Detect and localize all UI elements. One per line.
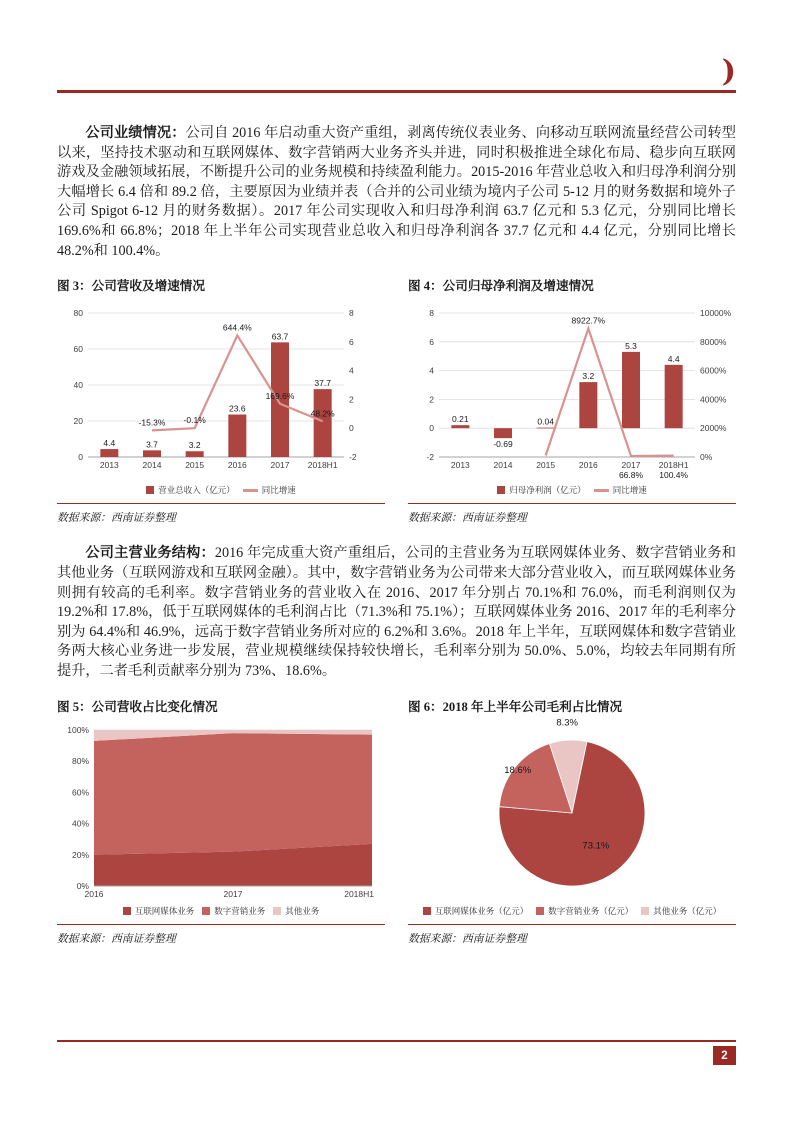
paragraph-body: 2016 年完成重大资产重组后，公司的主营业务为互联网媒体业务、数字营销业务和其他业务（互联网游戏和互联网金融）。其中，数字营销业务为公司带来大部分营业收入，而互联网媒体业务则拥有较高的毛利率。数字营销业务的营业收入在 2016、2017 年分别占 70.1%和 76.0%，而毛利润则仅为 19.2%和 17.8%，低于互联网媒体的毛利润占比（71.3%和 75.1%）；互联网媒体业务 2016、2017 年的毛利率分别为 64.4%和 46.9%，远高于数字营销业务所对应的 6.2%和 3.6%。2018 年上半年，互联网媒体和数字营销业务两大核心业务进一步发展，营业规模继续保持较快增长，毛利率分别为 50.0%、5.0%，均较去年同期有所提升，二者毛利贡献率分别为 73%、18.6%。 xyxy=(57,545,736,679)
legend-label: 营业总收入（亿元） xyxy=(158,485,235,496)
chart-label: -2 xyxy=(426,452,434,463)
area-band xyxy=(94,733,372,855)
combo-chart-canvas xyxy=(409,297,735,483)
data-source-note: 数据来源：西南证券整理 xyxy=(408,512,527,525)
legend-box-swatch-icon xyxy=(273,907,281,915)
legend-label: 其他业务 xyxy=(285,905,320,916)
legend-line-swatch-icon xyxy=(243,489,258,491)
growth-trend-line xyxy=(546,329,674,457)
figure-5 xyxy=(57,696,385,947)
chart-label: 0 xyxy=(349,423,354,434)
figure-4-source xyxy=(408,503,736,526)
chart-label: 60% xyxy=(71,787,89,798)
figure-6 xyxy=(408,696,736,947)
chart-label: 4 xyxy=(349,365,354,376)
legend-item xyxy=(641,905,721,917)
legend-item xyxy=(202,905,265,917)
chart-label: -0.1% xyxy=(183,415,206,426)
legend-box-swatch-icon xyxy=(497,486,505,494)
chart-label: 40% xyxy=(71,818,89,829)
paragraph-lead: 公司主营业务结构： xyxy=(85,545,215,562)
bar xyxy=(451,426,469,429)
company-performance-paragraph xyxy=(57,124,736,261)
data-source-note: 数据来源：西南证券整理 xyxy=(57,512,176,525)
bar xyxy=(622,352,640,428)
chart-label: 0% xyxy=(700,452,713,463)
chart-label: 80% xyxy=(71,755,89,766)
chart-label: 6 xyxy=(429,337,434,348)
bar xyxy=(537,428,555,429)
chart-label: 0.21 xyxy=(452,414,469,425)
chart-label: 6 xyxy=(349,337,354,348)
chart-label: 5.3 xyxy=(625,341,637,352)
business-structure-paragraph xyxy=(57,544,736,681)
legend-item xyxy=(243,484,296,496)
chart-label: 18.6% xyxy=(504,764,532,776)
bar xyxy=(314,389,332,457)
chart-label: 2015 xyxy=(536,460,556,471)
figure-6-source xyxy=(408,924,736,947)
legend-box-swatch-icon xyxy=(146,486,154,494)
figure-4 xyxy=(408,275,736,526)
bar xyxy=(228,415,246,457)
legend-box-swatch-icon xyxy=(123,907,131,915)
chart-label: 4.4 xyxy=(667,354,680,365)
chart-label: 4 xyxy=(429,365,434,376)
page-number: 2 xyxy=(713,1046,736,1065)
figure-5-legend xyxy=(57,905,385,917)
figure-3-legend xyxy=(57,484,385,496)
figure-4-chart xyxy=(408,297,736,483)
chart-label: -15.3% xyxy=(138,417,166,428)
chart-label: 2016 xyxy=(84,888,104,899)
area-chart-canvas xyxy=(58,718,384,904)
chart-label: 2 xyxy=(349,394,354,405)
figure-6-chart xyxy=(408,718,736,904)
legend-box-swatch-icon xyxy=(536,907,544,915)
figures-row-2 xyxy=(57,696,736,947)
data-source-note: 数据来源：西南证券整理 xyxy=(57,932,176,945)
chart-label: 63.7 xyxy=(271,331,289,342)
chart-label: 8 xyxy=(429,308,434,319)
figure-4-legend xyxy=(408,484,736,496)
chart-label: 2014 xyxy=(493,460,513,471)
legend-item xyxy=(594,484,647,496)
chart-label: 6000% xyxy=(700,365,727,376)
chart-label: 48.2% xyxy=(310,408,335,419)
chart-label: 100% xyxy=(67,724,89,735)
combo-chart-canvas xyxy=(58,297,384,483)
legend-box-swatch-icon xyxy=(202,907,210,915)
legend-box-swatch-icon xyxy=(641,907,649,915)
chart-label: 100.4% xyxy=(659,470,689,481)
brand-logo-icon: ) xyxy=(721,54,736,89)
legend-label: 数字营销业务（亿元） xyxy=(548,905,634,916)
chart-label: 40 xyxy=(73,380,83,391)
chart-label: 23.6 xyxy=(229,403,246,414)
chart-label: 644.4% xyxy=(222,322,252,333)
figure-3 xyxy=(57,275,385,526)
chart-label: 2018H1 xyxy=(344,888,374,899)
paragraph-lead: 公司业绩情况： xyxy=(85,125,186,141)
legend-item xyxy=(146,484,235,496)
chart-label: 0.04 xyxy=(537,416,554,427)
legend-item xyxy=(497,484,586,496)
figure-6-legend xyxy=(408,905,736,917)
chart-label: 2 xyxy=(429,394,434,405)
legend-label: 同比增速 xyxy=(612,485,647,496)
chart-label: 169.6% xyxy=(265,391,295,402)
legend-item xyxy=(123,905,195,917)
chart-label: 0% xyxy=(76,880,89,891)
chart-label: 8922.7% xyxy=(571,315,606,326)
chart-label: 2016 xyxy=(227,460,247,471)
legend-label: 其他业务（亿元） xyxy=(653,905,722,916)
chart-label: 0 xyxy=(429,423,434,434)
chart-label: 10000% xyxy=(700,308,732,319)
chart-label: 20 xyxy=(73,416,83,427)
legend-box-swatch-icon xyxy=(423,907,431,915)
chart-label: 2014 xyxy=(142,460,162,471)
chart-label: 80 xyxy=(73,308,83,319)
figure-3-chart xyxy=(57,297,385,483)
chart-label: 4.4 xyxy=(103,438,116,449)
legend-label: 数字营销业务 xyxy=(214,905,266,916)
chart-label: 3.7 xyxy=(146,439,158,450)
chart-label: 60 xyxy=(73,344,83,355)
figure-3-source xyxy=(57,503,385,526)
data-source-note: 数据来源：西南证券整理 xyxy=(408,932,527,945)
chart-label: 4000% xyxy=(700,394,727,405)
chart-label: 8.3% xyxy=(556,717,578,729)
legend-item xyxy=(273,905,319,917)
chart-label: -0.69 xyxy=(493,439,513,450)
chart-label: 37.7 xyxy=(314,378,331,389)
bar xyxy=(143,451,161,458)
bar xyxy=(494,429,512,439)
figure-4-title: 图 4：公司归母净利润及增速情况 xyxy=(408,279,594,294)
chart-label: 0 xyxy=(78,452,83,463)
chart-label: 2018H1 xyxy=(307,460,338,471)
chart-label: -2 xyxy=(349,452,357,463)
figures-row-1 xyxy=(57,275,736,526)
page-footer xyxy=(57,1040,736,1062)
chart-label: 20% xyxy=(71,849,89,860)
page-content xyxy=(57,90,736,947)
legend-item xyxy=(423,905,529,917)
figure-5-title: 图 5：公司营收占比变化情况 xyxy=(57,699,218,714)
chart-label: 8 xyxy=(349,308,354,319)
chart-label: 2013 xyxy=(450,460,470,471)
chart-label: 66.8% xyxy=(618,470,644,481)
bar xyxy=(186,452,204,458)
paragraph-body: 公司自 2016 年启动重大资产重组，剥离传统仪表业务、向移动互联网流量经营公司转型以来，坚持技术驱动和互联网媒体、数字营销两大业务齐头并进，同时积极推进全球化布局、稳步向互联网游戏及金融领域拓展，不断提升公司的业务规模和持续盈利能力。2015-2016 年营业总收入和归母净利润分别大幅增长 6.4 倍和 89.2 倍，主要原因为业绩并表（合并的公司业绩为境内子公司 5-12 月的财务数据和境外子公司 Spigot 6-12 月的财务数据）。2017 年公司实现收入和归母净利润 63.7 亿元和 5.3 亿元，分别同比增长 169.6%和 66.8%；2018 年上半年公司实现营业总收入和归母净利润各 37.7 亿元和 4.4 亿元，分别同比增长 48.2%和 100.4%。 xyxy=(57,125,736,259)
chart-label: 2017 xyxy=(270,460,290,471)
legend-label: 同比增速 xyxy=(261,485,296,496)
figure-5-source xyxy=(57,924,385,947)
chart-label: 2017 xyxy=(223,888,243,899)
chart-label: 3.2 xyxy=(582,371,595,382)
chart-label: 2000% xyxy=(700,423,727,434)
figure-3-title: 图 3：公司营收及增速情况 xyxy=(57,279,205,294)
chart-label: 2013 xyxy=(99,460,119,471)
legend-line-swatch-icon xyxy=(594,489,609,491)
figure-6-title: 图 6：2018 年上半年公司毛利占比情况 xyxy=(408,699,623,714)
legend-item xyxy=(536,905,633,917)
bar xyxy=(579,382,597,428)
chart-label: 8000% xyxy=(700,337,727,348)
chart-label: 2017 xyxy=(621,460,641,471)
pie-chart-canvas xyxy=(409,718,735,904)
figure-5-chart xyxy=(57,718,385,904)
chart-label: 2015 xyxy=(185,460,205,471)
chart-label: 2018H1 xyxy=(658,460,689,471)
bar xyxy=(665,365,683,428)
chart-label: 2016 xyxy=(578,460,598,471)
legend-label: 互联网媒体业务 xyxy=(134,905,195,916)
page-header xyxy=(57,0,736,93)
legend-label: 互联网媒体业务（亿元） xyxy=(434,905,529,916)
bar xyxy=(100,449,118,457)
chart-label: 73.1% xyxy=(582,839,610,851)
legend-label: 归母净利润（亿元） xyxy=(509,485,586,496)
chart-label: 3.2 xyxy=(188,440,201,451)
